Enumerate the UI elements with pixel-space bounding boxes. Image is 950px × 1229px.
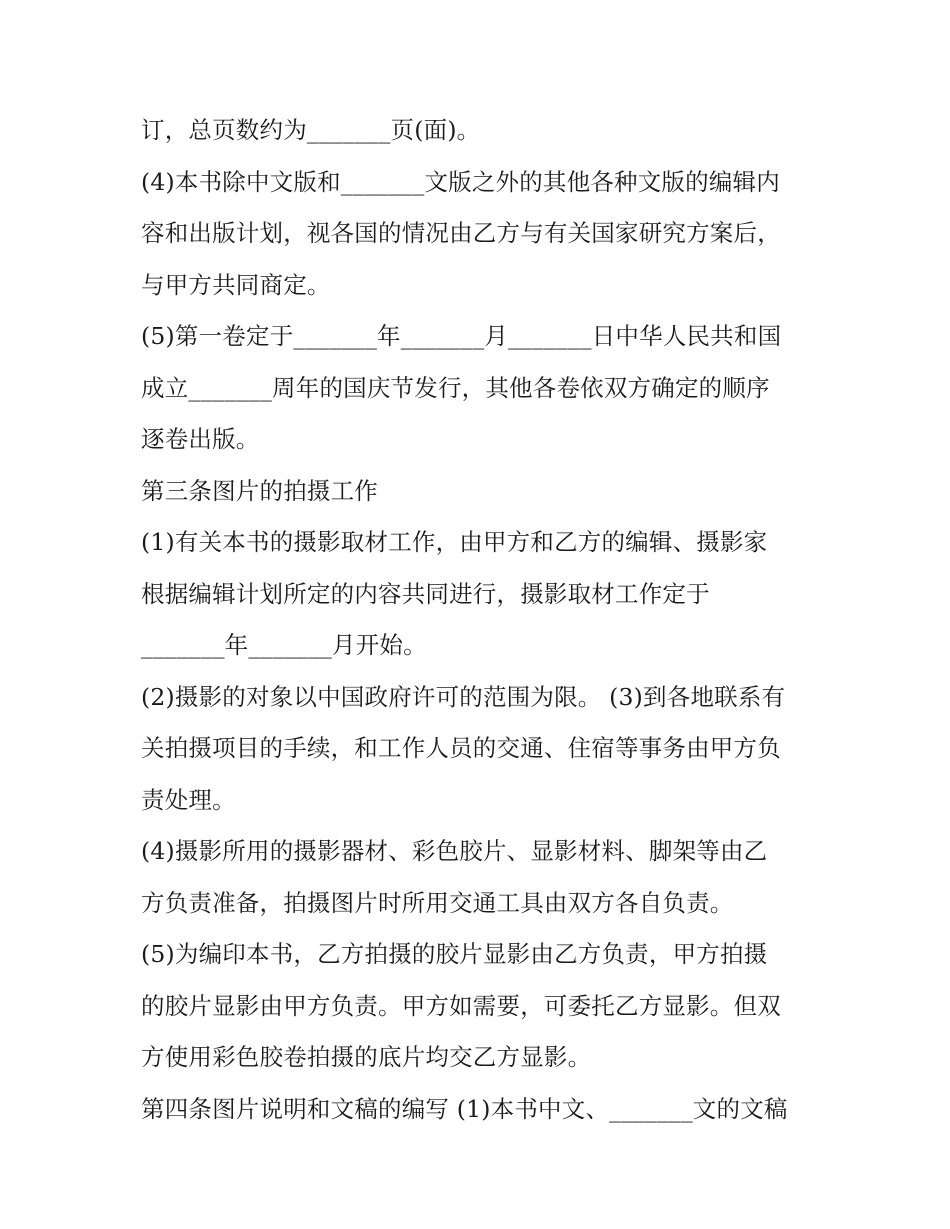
text-line: 方负责准备，拍摄图片时所用交通工具由双方各自负责。 [141,888,734,917]
text-line: 逐卷出版。 [141,425,260,453]
section-heading: 第三条图片的拍摄工作 [141,476,378,505]
document-body [141,105,821,1135]
text-line: (2)摄影的对象以中国政府许可的范围为限。 (3)到各地联系有 [141,682,786,711]
section-heading: 第四条图片说明和文稿的编写 (1)本书中文、_______文的文稿 [141,1094,788,1123]
text-line: _______年_______月开始。 [141,631,427,659]
text-line: (4)摄影所用的摄影器材、彩色胶片、显影材料、脚架等由乙 [141,837,768,865]
text-line: 关拍摄项目的手续，和工作人员的交通、住宿等事务由甲方负 [141,734,781,762]
text-line: 成立_______周年的国庆节发行，其他各卷依双方确定的顺序 [141,373,770,402]
text-line: 根据编辑计划所定的内容共同进行，摄影取材工作定于 [141,579,710,608]
text-line: (5)为编印本书，乙方拍摄的胶片显影由乙方负责，甲方拍摄 [141,940,768,968]
text-line: 订，总页数约为_______页(面)。 [141,116,481,144]
text-line: (5)第一卷定于_______年_______月_______日中华人民共和国 [141,322,782,350]
text-line: 方使用彩色胶卷拍摄的底片均交乙方显影。 [141,1043,592,1071]
text-line: 容和出版计划，视各国的情况由乙方与有关国家研究方案后， [141,219,781,247]
text-line: (1)有关本书的摄影取材工作，由甲方和乙方的编辑、摄影家 [141,528,768,556]
text-line: 责处理。 [141,785,236,814]
text-line: 的胶片显影由甲方负责。甲方如需要，可委托乙方显影。但双 [141,991,781,1020]
text-line: 与甲方共同商定。 [141,270,331,299]
text-line: (4)本书除中文版和_______文版之外的其他各种文版的编辑内 [141,167,780,196]
